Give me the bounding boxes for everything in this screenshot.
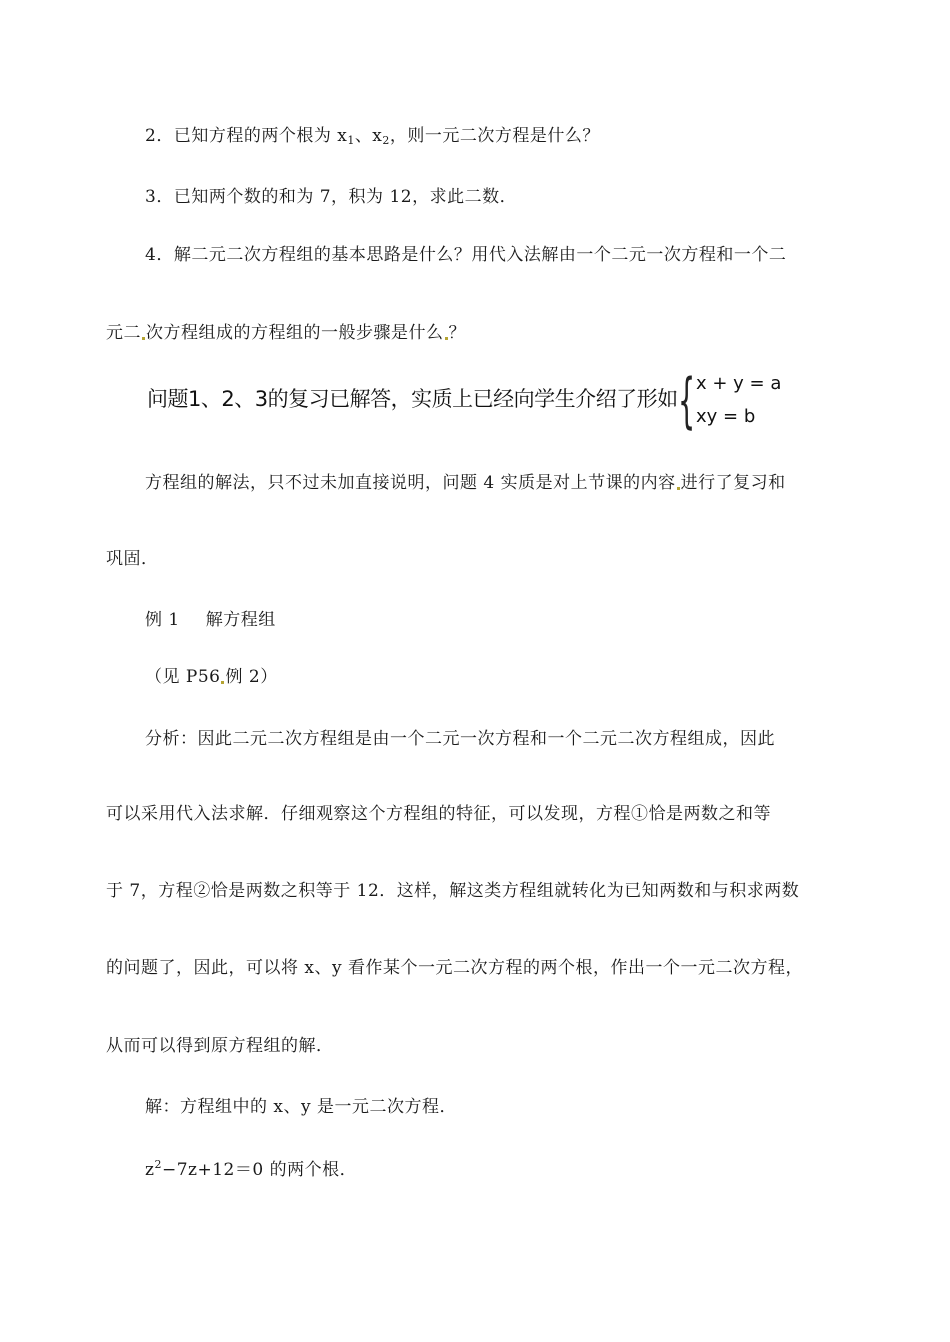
review-continuation-1 [145, 472, 786, 494]
analysis-line-5: 从而可以得到原方程组的解． [106, 1036, 334, 1056]
system-equation-1: x + y = a [696, 373, 782, 394]
equation-text-b: −7z+12＝0 的两个根． [161, 1160, 358, 1180]
example-label: 例 1 [145, 610, 180, 630]
subscript-2: 2 [382, 134, 390, 147]
analysis-line-1: 分析：因此二元二次方程组是由一个二元一次方程和一个二元二次方程组成，因此 [145, 729, 775, 749]
equation-line [145, 1154, 357, 1181]
question-2-text-c: ，则一元二次方程是什么？ [389, 126, 600, 146]
review-text-a: 方程组的解法，只不过未加直接说明，问题 4 实质是对上节课的内容 [145, 473, 676, 493]
reference-text-a: （见 P56 [145, 667, 221, 687]
review-text-b: 进行了复习和 [680, 473, 786, 493]
example-heading [145, 609, 276, 631]
analysis-line-3: 于 7，方程②恰是两数之积等于 12．这样，解这类方程组就转化为已知两数和与积求两数 [106, 881, 800, 901]
review-image-text: 问题1、2、3的复习已解答，实质上已经向学生介绍了形如 [147, 387, 678, 411]
question-3: 3．已知两个数的和为 7，积为 12，求此二数． [145, 187, 518, 207]
edit-mark [142, 337, 145, 340]
edit-mark [677, 487, 680, 490]
example-title: 解方程组 [205, 610, 276, 630]
question-4-text-b: 次方程组成的方程组的一般步骤是什么 [146, 323, 444, 343]
question-4-text-c: ？ [448, 323, 466, 343]
subscript-1: 1 [347, 134, 355, 147]
review-continuation-2: 巩固． [106, 549, 159, 569]
question-4-line-2 [106, 322, 466, 344]
question-2-text-a: 2．已知方程的两个根为 x [145, 126, 348, 146]
question-2 [145, 125, 600, 152]
analysis-line-4: 的问题了，因此，可以将 x、y 看作某个一元二次方程的两个根，作出一个一元二次方程， [106, 958, 803, 978]
analysis-line-2: 可以采用代入法求解．仔细观察这个方程组的特征，可以发现，方程①恰是两数之和等 [106, 804, 771, 824]
reference-text-b: 例 2） [225, 667, 278, 687]
question-4-line-1: 4．解二元二次方程组的基本思路是什么？用代入法解由一个二元一次方程和一个二 [145, 245, 787, 265]
edit-mark [445, 337, 448, 340]
equation-text-a: z [145, 1160, 155, 1180]
question-2-text-b: 、x [354, 126, 383, 146]
superscript-2: 2 [154, 1158, 162, 1171]
brace-symbol: { [678, 366, 696, 436]
solution-line: 解：方程组中的 x、y 是一元二次方程． [145, 1097, 457, 1117]
system-equation-2: xy = b [696, 406, 756, 427]
reference [145, 666, 278, 688]
question-4-text-a: 元二 [106, 323, 141, 343]
